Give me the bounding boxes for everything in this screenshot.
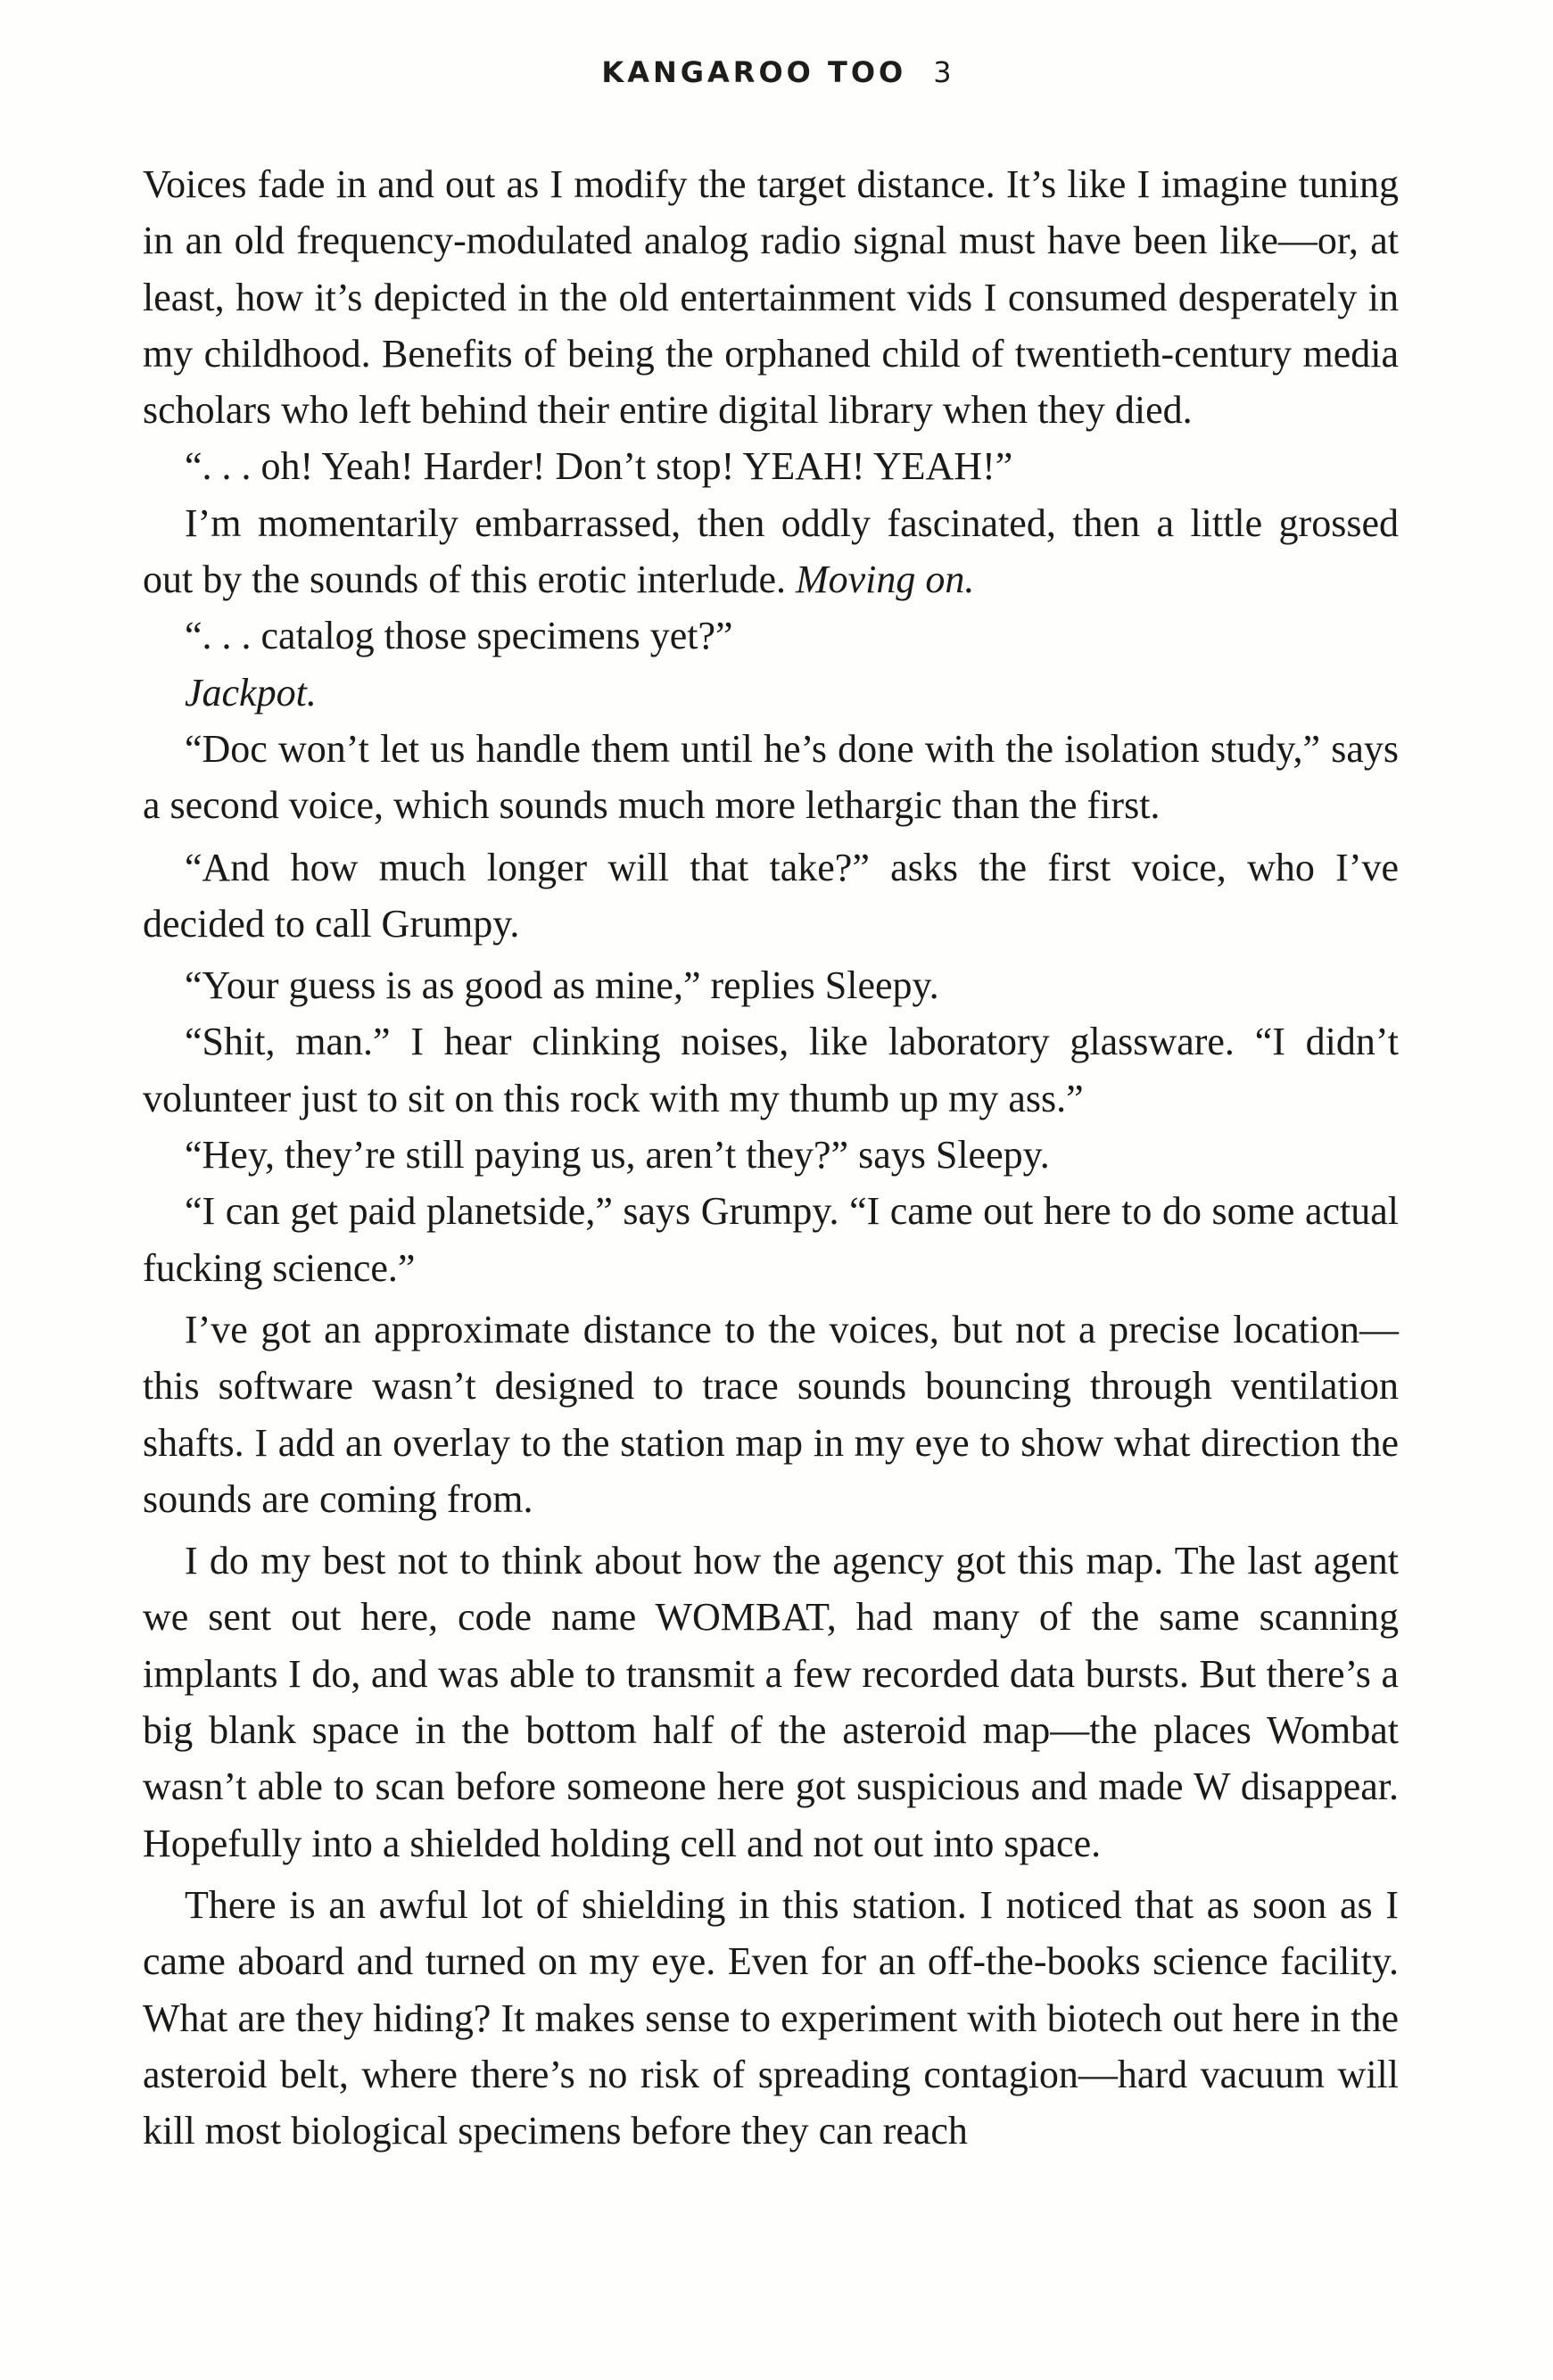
paragraph: I do my best not to think about how the agency got this map. The last agent we sent out here, code name WOMBAT, had many of the same scanning implants I do, and was able to transmit a few recorded data bursts. But there’s a big blank space in the bottom half of the asteroid map—the places Wombat wasn’t able to scan before someone here got suspicious and made W disappear. Hopefully into a shielded holding cell and not out into space. — [143, 1539, 1399, 1865]
paragraph: There is an awful lot of shielding in this station. I noticed that as soon as I came aboard and turned on my eye. Even for an off-the-books science facility. What are they hiding? It makes sense to experiment with biotech out here in the asteroid belt, where there’s no risk of spreading contagion—hard vacuum will kill most biological specimens before they can reach — [143, 1882, 1399, 2153]
paragraph: “. . . oh! Yeah! Harder! Don’t stop! YEAH! YEAH!” — [185, 444, 1013, 489]
paragraph: “Shit, man.” I hear clinking noises, like laboratory glassware. “I didn’t volunteer just to sit on this rock with my thumb up my ass.” — [143, 1020, 1399, 1120]
paragraph: “Your guess is as good as mine,” replies Sleepy. — [185, 963, 939, 1008]
paragraph: “. . . catalog those specimens yet?” — [185, 614, 733, 658]
paragraph: I’ve got an approximate distance to the voices, but not a precise location—this software wasn’t designed to trace sounds bouncing through ventilation shafts. I add an overlay to the station map in my eye to show what direction the sounds are coming from. — [143, 1307, 1399, 1521]
italic-text: Jackpot. — [185, 670, 317, 715]
paragraph: “And how much longer will that take?” asks the first voice, who I’ve decided to call Grumpy. — [143, 845, 1399, 946]
running-head — [0, 55, 1553, 89]
italic-text: Moving on. — [796, 558, 975, 602]
paragraph: “I can get paid planetside,” says Grumpy. “I came out here to do some actual fucking science.” — [143, 1189, 1399, 1290]
paragraph — [143, 495, 1399, 608]
paragraph: Voices fade in and out as I modify the target distance. It’s like I imagine tuning in an old frequency-modulated analog radio signal must have been like—or, at least, how it’s depicted in the old entertainment vids I consumed desperately in my childhood. Benefits of being the orphaned child of twentieth-century media scholars who left behind their entire digital library when they died. — [143, 162, 1399, 433]
paragraph: “Doc won’t let us handle them until he’s done with the isolation study,” says a second voice, which sounds much more lethargic than the first. — [143, 726, 1399, 828]
paragraph — [143, 665, 1399, 721]
page-number: 3 — [933, 55, 952, 89]
paragraph: “Hey, they’re still paying us, aren’t they?” says Sleepy. — [185, 1133, 1050, 1178]
running-title: KANGAROO TOO — [601, 55, 907, 89]
paragraph-text: I’m momentarily embarrassed, then oddly fascinated, then a little grossed out by the sounds of this erotic interlude. — [143, 500, 1399, 602]
body-text — [143, 156, 1399, 2159]
